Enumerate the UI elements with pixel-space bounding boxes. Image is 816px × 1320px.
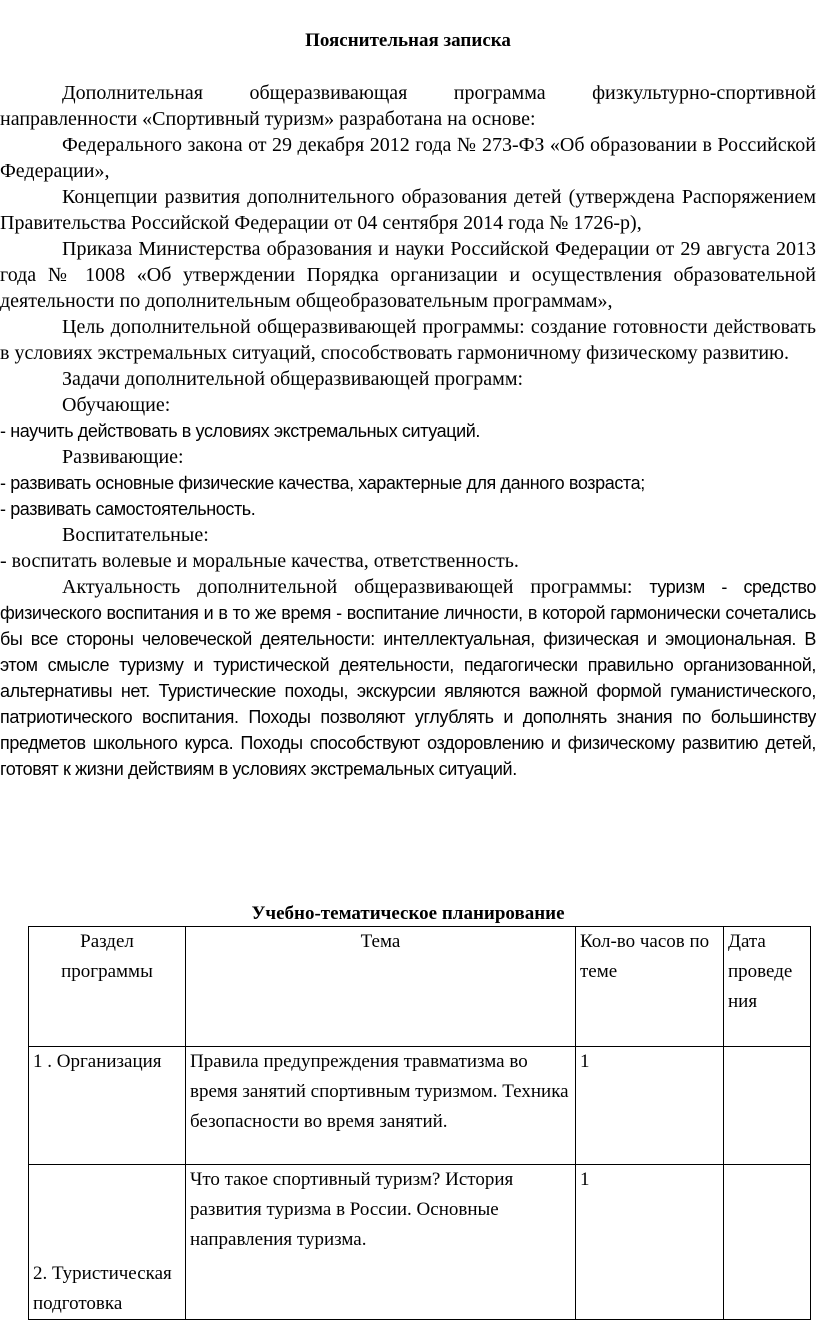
header-hours: Кол-во часов по теме [576,927,724,1047]
paragraph-upbringing-heading: Воспитательные: [62,524,209,546]
paragraph-order: Приказа Министерства образования и науки Российской Федерации от 29 августа 2013 года № 1008 «Об утверждении Порядка организации и осуществления образовательной деятельности по дополнительным общеобразовательным программам», [0,238,816,312]
document-title: Пояснительная записка [305,30,511,51]
row-section: 2. Туристическая подготовка [29,1165,186,1320]
row-topic: Что такое спортивный туризм? История развития туризма в России. Основные направления туризма. [186,1165,576,1320]
planning-table [28,926,811,1320]
relevance-text: туризм - средство физического воспитания и в то же время - воспитание личности, в которой гармонически сочетались бы все стороны человеческой деятельности: интеллектуальная, физическая и эмоциональная. В этом смысле туризму и туристической деятельности, педагогически правильно организованной, альтернативы нет. Туристические походы, экскурсии являются важной формой гуманистического, патриотического воспитания. Походы позволяют углублять и дополнять знания по большинству предметов школьного курса. Походы способствуют оздоровлению и физическому развитию детей, готовят к жизни действиям в условиях экстремальных ситуаций. [0,577,816,779]
paragraph-developing-item-2: - развивать самостоятельность. [0,499,256,519]
paragraph-developing-item-1: - развивать основные физические качества, характерные для данного возраста; [0,473,645,493]
table-row [29,1047,811,1165]
table-title: Учебно-тематическое планирование [251,903,565,924]
row-date [724,1047,811,1165]
paragraph-goal: Цель дополнительной общеразвивающей программы: создание готовности действовать в условиях экстремальных ситуаций, способствовать гармоничному физическому развитию. [0,316,816,364]
paragraph-federal-law: Федерального закона от 29 декабря 2012 года № 273-ФЗ «Об образовании в Российской Федерации», [0,134,816,182]
document-body [0,80,816,782]
table-header-row [29,927,811,1047]
row-hours: 1 [576,1165,724,1320]
paragraph-educational-item: - научить действовать в условиях экстремальных ситуаций. [0,421,481,441]
row-section: 1 . Организация [29,1047,186,1165]
row-hours: 1 [576,1047,724,1165]
header-date: Дата проведе ния [724,927,811,1047]
paragraph-developing-heading: Развивающие: [62,446,184,468]
paragraph-upbringing-item: - воспитать волевые и моральные качества, ответственность. [0,550,519,572]
paragraph-relevance [0,574,816,782]
paragraph-basis: Дополнительная общеразвивающая программа физкультурно-спортивной направленности «Спортивный туризм» разработана на основе: [0,82,816,130]
paragraph-educational-heading: Обучающие: [62,394,171,416]
header-topic: Тема [186,927,576,1047]
paragraph-tasks-heading: Задачи дополнительной общеразвивающей программ: [62,368,524,390]
table-row [29,1165,811,1320]
relevance-lead: Актуальность дополнительной общеразвивающей программы: [62,576,650,598]
row-date [724,1165,811,1320]
header-section: Раздел программы [29,927,186,1047]
row-topic: Правила предупреждения травматизма во время занятий спортивным туризмом. Техника безопасности во время занятий. [186,1047,576,1165]
paragraph-concept: Концепции развития дополнительного образования детей (утверждена Распоряжением Правительства Российской Федерации от 04 сентября 2014 года № 1726-р), [0,186,816,234]
